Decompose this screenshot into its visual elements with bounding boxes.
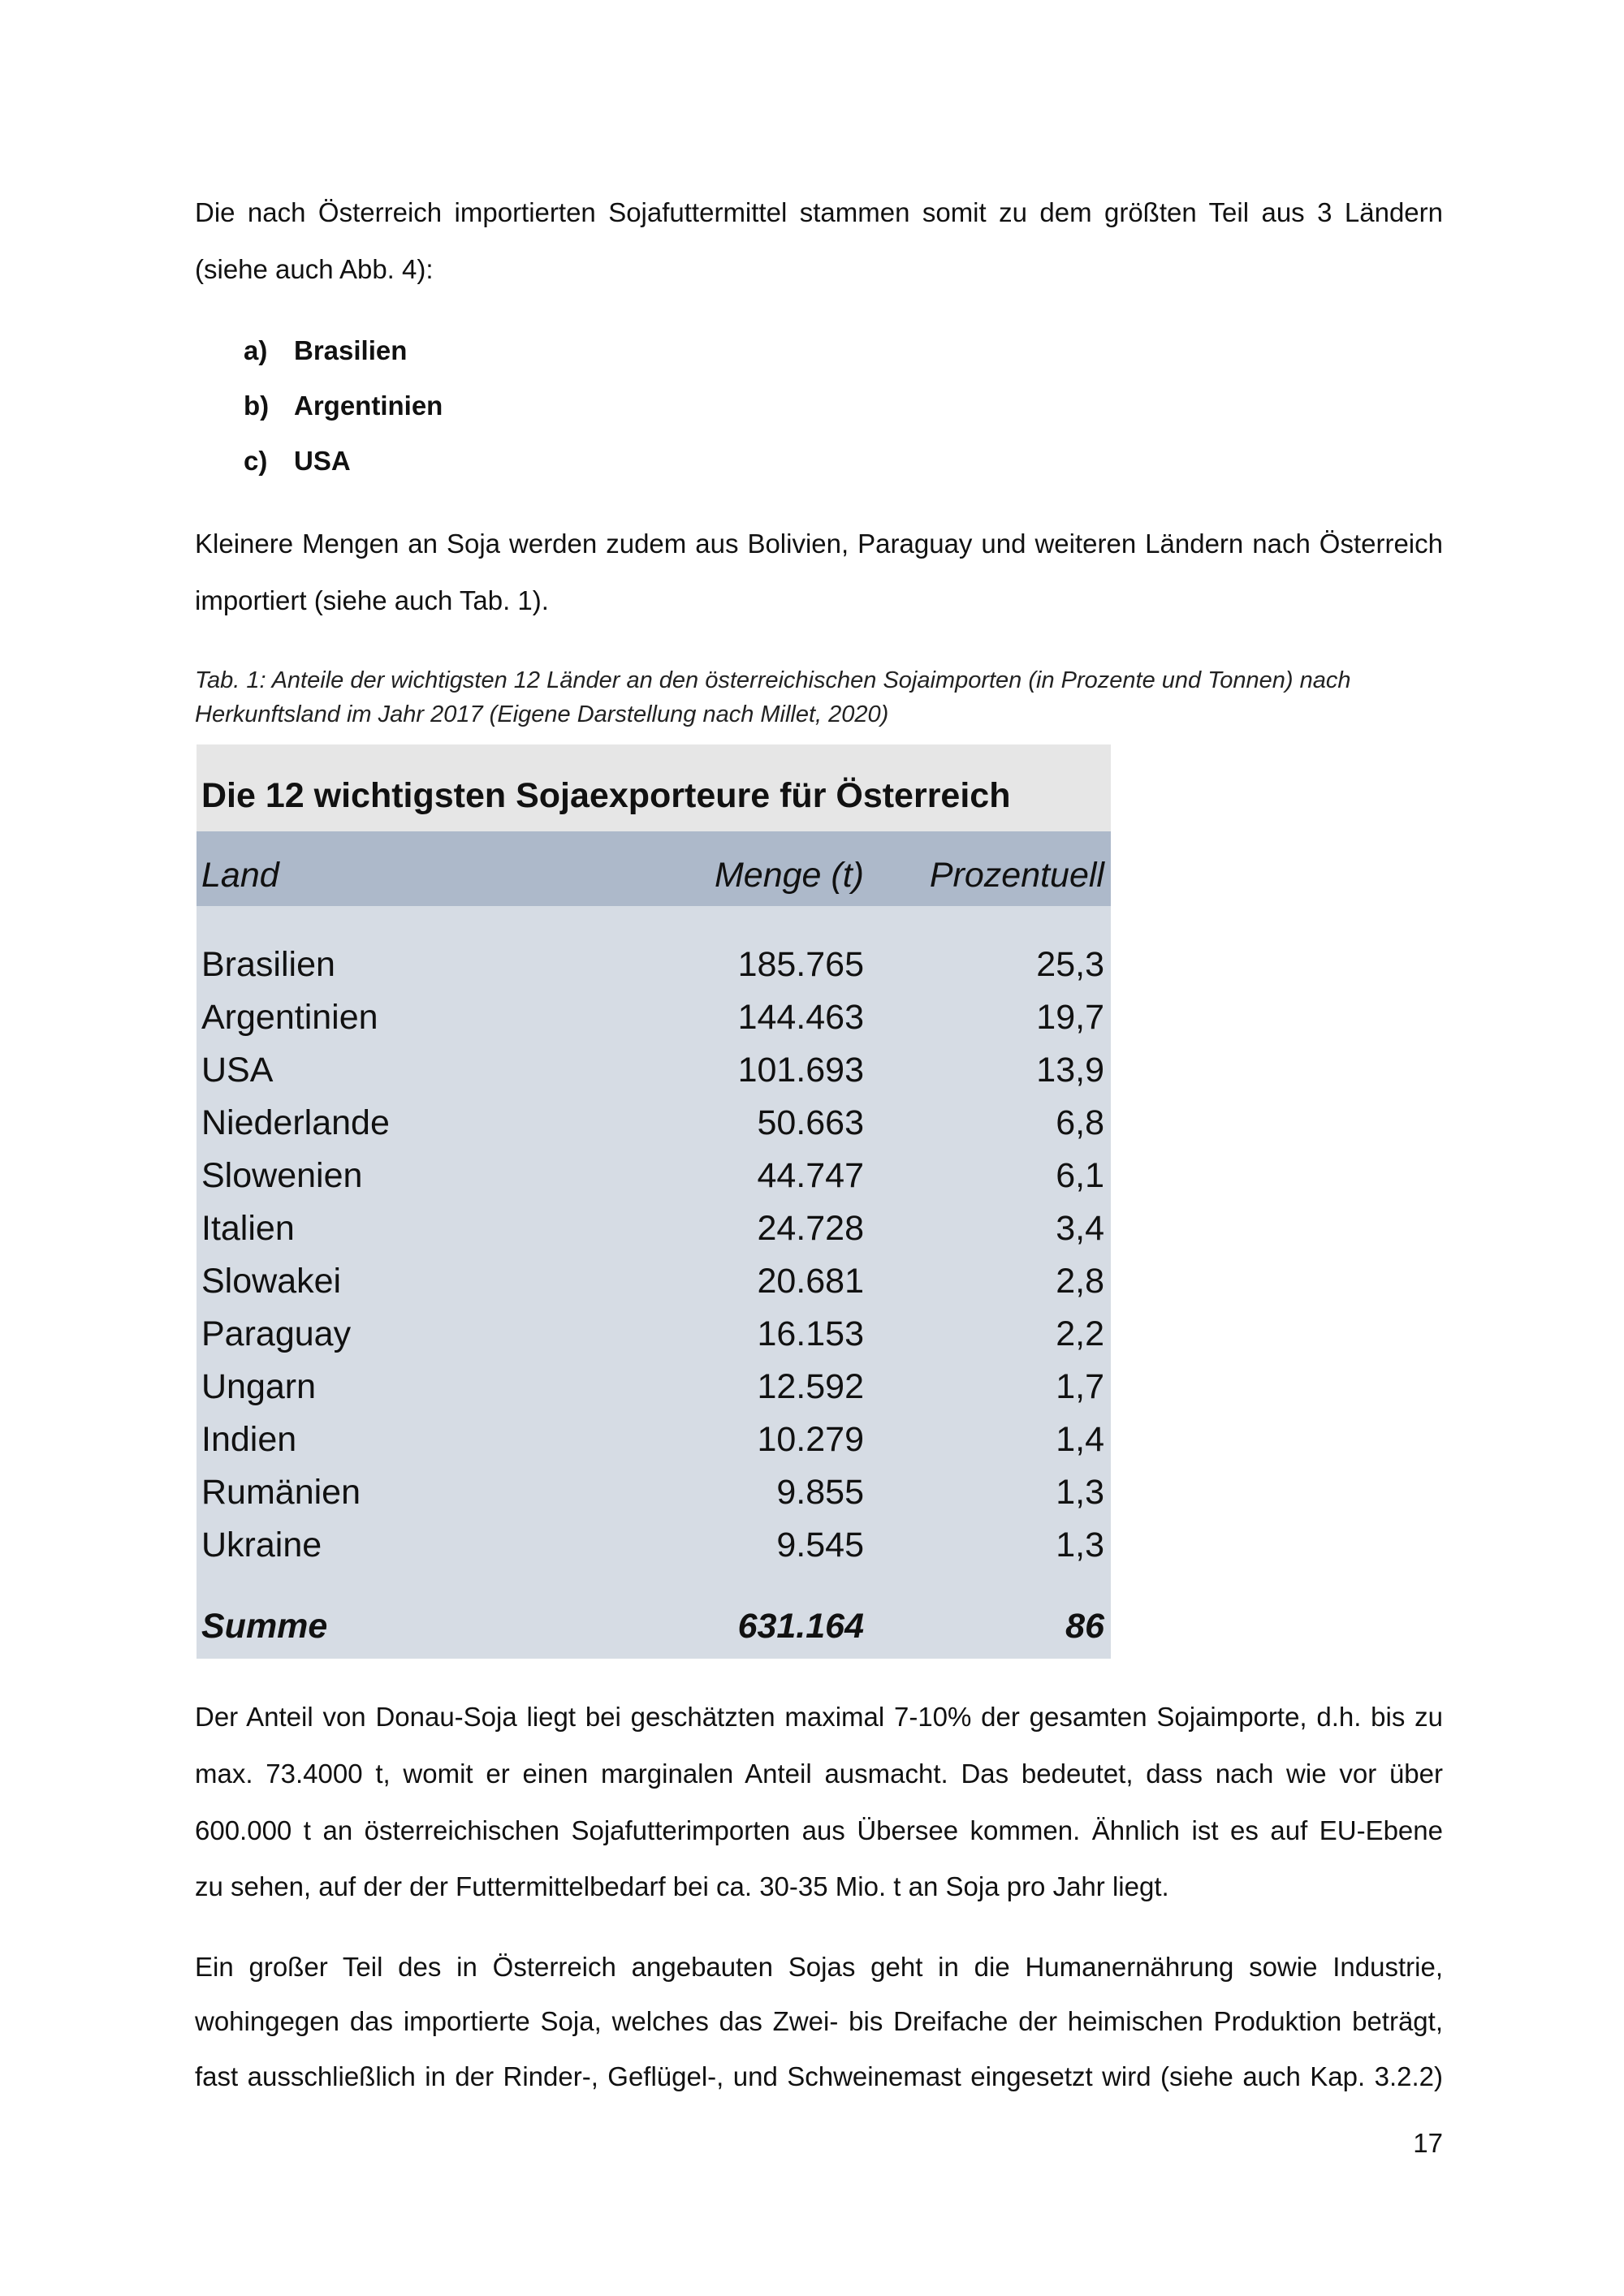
cell-land: Italien xyxy=(201,1209,295,1248)
cell-prozent: 1,7 xyxy=(1056,1367,1104,1406)
cell-land: Paraguay xyxy=(201,1314,352,1353)
cell-land: Argentinien xyxy=(201,998,378,1037)
paragraph-4-line-3: fast ausschließlich in der Rinder-, Geflügel-, und Schweinemast eingesetzt wird (siehe auch Kap. 3.2.2) xyxy=(195,2061,1443,2091)
table-caption-line-2: Herkunftsland im Jahr 2017 (Eigene Darstellung nach Millet, 2020) xyxy=(195,701,889,727)
cell-prozent: 6,8 xyxy=(1056,1103,1104,1142)
list-item-usa xyxy=(244,445,351,477)
cell-land: Summe xyxy=(201,1607,328,1646)
paragraph-3-line-1: Der Anteil von Donau-Soja liegt bei geschätzten maximal 7-10% der gesamten Sojaimporte, d.h. bis zu xyxy=(195,1702,1443,1732)
table-title: Die 12 wichtigsten Sojaexporteure für Österreich xyxy=(197,744,1111,831)
cell-prozent: 86 xyxy=(1065,1607,1104,1646)
table-caption-line-1: Tab. 1: Anteile der wichtigsten 12 Länder an den österreichischen Sojaimporten (in Prozente und Tonnen) nach xyxy=(195,667,1351,693)
cell-prozent: 2,8 xyxy=(1056,1262,1104,1301)
cell-menge: 144.463 xyxy=(737,998,864,1037)
table-row xyxy=(197,1415,1111,1464)
header-prozent: Prozentuell xyxy=(929,855,1104,895)
cell-prozent: 6,1 xyxy=(1056,1156,1104,1195)
paragraph-2-line-1: Kleinere Mengen an Soja werden zudem aus Bolivien, Paraguay und weiteren Ländern nach Österreich xyxy=(195,529,1443,559)
cell-prozent: 1,4 xyxy=(1056,1420,1104,1459)
cell-menge: 50.663 xyxy=(757,1103,864,1142)
cell-prozent: 2,2 xyxy=(1056,1314,1104,1353)
list-marker: b) xyxy=(244,391,270,421)
paragraph-3-line-3: 600.000 t an österreichischen Sojafutterimporten aus Übersee kommen. Ähnlich ist es auf EU-Ebene xyxy=(195,1815,1443,1845)
table-row xyxy=(197,1521,1111,1569)
cell-menge: 24.728 xyxy=(757,1209,864,1248)
cell-prozent: 13,9 xyxy=(1036,1051,1104,1090)
paragraph-3-line-2: max. 73.4000 t, womit er einen marginalen Anteil ausmacht. Das bedeutet, dass nach wie vor über xyxy=(195,1759,1443,1789)
table-header-row xyxy=(197,831,1111,906)
cell-prozent: 1,3 xyxy=(1056,1526,1104,1564)
header-land: Land xyxy=(201,855,279,895)
table-row xyxy=(197,1257,1111,1306)
table-row xyxy=(197,940,1111,989)
list-label: Argentinien xyxy=(294,391,443,421)
cell-land: Slowenien xyxy=(201,1156,363,1195)
cell-menge: 10.279 xyxy=(757,1420,864,1459)
list-marker: a) xyxy=(244,335,268,365)
cell-land: Ungarn xyxy=(201,1367,317,1406)
cell-prozent: 3,4 xyxy=(1056,1209,1104,1248)
table-row xyxy=(197,1204,1111,1253)
cell-menge: 12.592 xyxy=(757,1367,864,1406)
cell-prozent: 25,3 xyxy=(1036,945,1104,984)
cell-land: Rumänien xyxy=(201,1473,361,1512)
paragraph-1-line-1: Die nach Österreich importierten Sojafuttermittel stammen somit zu dem größten Teil aus 3 Ländern xyxy=(195,197,1443,227)
cell-menge: 20.681 xyxy=(757,1262,864,1301)
cell-land: Slowakei xyxy=(201,1262,342,1301)
cell-menge: 185.765 xyxy=(737,945,864,984)
cell-land: USA xyxy=(201,1051,274,1090)
table-row xyxy=(197,1468,1111,1517)
cell-land: Indien xyxy=(201,1420,297,1459)
cell-menge: 44.747 xyxy=(757,1156,864,1195)
cell-land: Brasilien xyxy=(201,945,335,984)
cell-menge: 16.153 xyxy=(757,1314,864,1353)
cell-prozent: 1,3 xyxy=(1056,1473,1104,1512)
table-row xyxy=(197,993,1111,1042)
page-number: 17 xyxy=(1413,2128,1443,2158)
list-label: Brasilien xyxy=(294,335,408,365)
table-body xyxy=(197,906,1111,1659)
list-label: USA xyxy=(294,446,351,476)
cell-menge: 9.545 xyxy=(776,1526,864,1564)
table-row xyxy=(197,1098,1111,1147)
cell-menge: 101.693 xyxy=(737,1051,864,1090)
list-item-argentinien xyxy=(244,390,443,422)
table-row xyxy=(197,1362,1111,1411)
cell-menge: 9.855 xyxy=(776,1473,864,1512)
paragraph-2-line-2: importiert (siehe auch Tab. 1). xyxy=(195,585,549,615)
cell-land: Ukraine xyxy=(201,1526,322,1564)
header-menge: Menge (t) xyxy=(714,855,864,895)
paragraph-1-line-2: (siehe auch Abb. 4): xyxy=(195,254,434,284)
paragraph-4-line-1: Ein großer Teil des in Österreich angebauten Sojas geht in die Humanernährung sowie Industrie, xyxy=(195,1952,1443,1982)
soy-exporters-table xyxy=(197,744,1111,1659)
list-item-brasilien xyxy=(244,334,407,367)
table-row xyxy=(197,1310,1111,1358)
table-row xyxy=(197,1151,1111,1200)
cell-prozent: 19,7 xyxy=(1036,998,1104,1037)
cell-land: Niederlande xyxy=(201,1103,390,1142)
list-marker: c) xyxy=(244,446,268,476)
paragraph-3-line-4: zu sehen, auf der der Futtermittelbedarf bei ca. 30-35 Mio. t an Soja pro Jahr liegt. xyxy=(195,1871,1169,1901)
table-row xyxy=(197,1046,1111,1094)
table-sum-row xyxy=(197,1602,1111,1651)
paragraph-4-line-2: wohingegen das importierte Soja, welches das Zwei- bis Dreifache der heimischen Produktion beträgt, xyxy=(195,2006,1443,2036)
cell-menge: 631.164 xyxy=(737,1607,864,1646)
